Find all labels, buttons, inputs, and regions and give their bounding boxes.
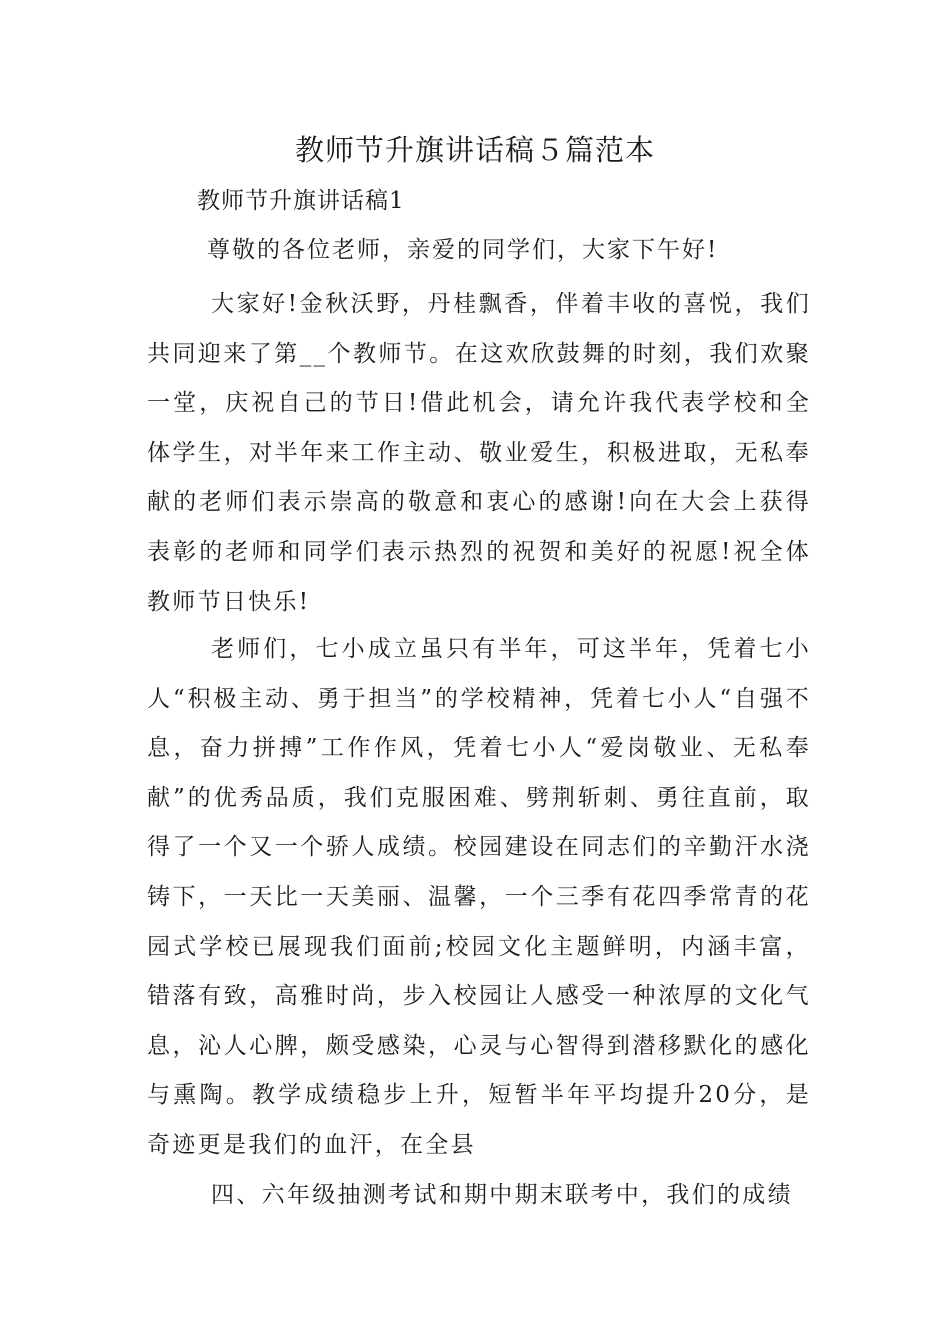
body-paragraph: 大家好!金秋沃野，丹桂飘香，伴着丰收的喜悦，我们共同迎来了第__个教师节。在这欢欣鼓舞的时刻，我们欢聚一堂，庆祝自己的节日!借此机会，请允许我代表学校和全体学生，对半年来工作主动、敬业爱生，积极进取，无私奉献的老师们表示崇高的敬意和衷心的感谢!向在大会上获得表彰的老师和同学们表示热烈的祝贺和美好的祝愿!祝全体教师节日快乐! xyxy=(147,291,811,615)
greeting-line: 尊敬的各位老师，亲爱的同学们，大家下午好! xyxy=(207,237,719,263)
document-title: 教师节升旗讲话稿５篇范本 xyxy=(294,133,655,167)
section-heading: 教师节升旗讲话稿1 xyxy=(197,188,405,214)
body-paragraph: 四、六年级抽测考试和期中期末联考中，我们的成绩 xyxy=(211,1182,793,1208)
body-paragraph: 老师们，七小成立虽只有半年，可这半年，凭着七小人“积极主动、勇于担当”的学校精神，凭着七小人“自强不息，奋力拼搏”工作作风，凭着七小人“爱岗敬业、无私奉献”的优秀品质，我们克服困难、劈荆斩刺、勇往直前，取得了一个又一个骄人成绩。校园建设在同志们的辛勤汗水浇铸下，一天比一天美丽、温馨，一个三季有花四季常青的花园式学校已展现我们面前;校园文化主题鲜明，内涵丰富，错落有致，高雅时尚，步入校园让人感受一种浓厚的文化气息，沁人心脾，颇受感染，心灵与心智得到潜移默化的感化与熏陶。教学成绩稳步上升，短暂半年平均提升20分，是奇迹更是我们的血汗，在全县 xyxy=(147,636,811,1158)
